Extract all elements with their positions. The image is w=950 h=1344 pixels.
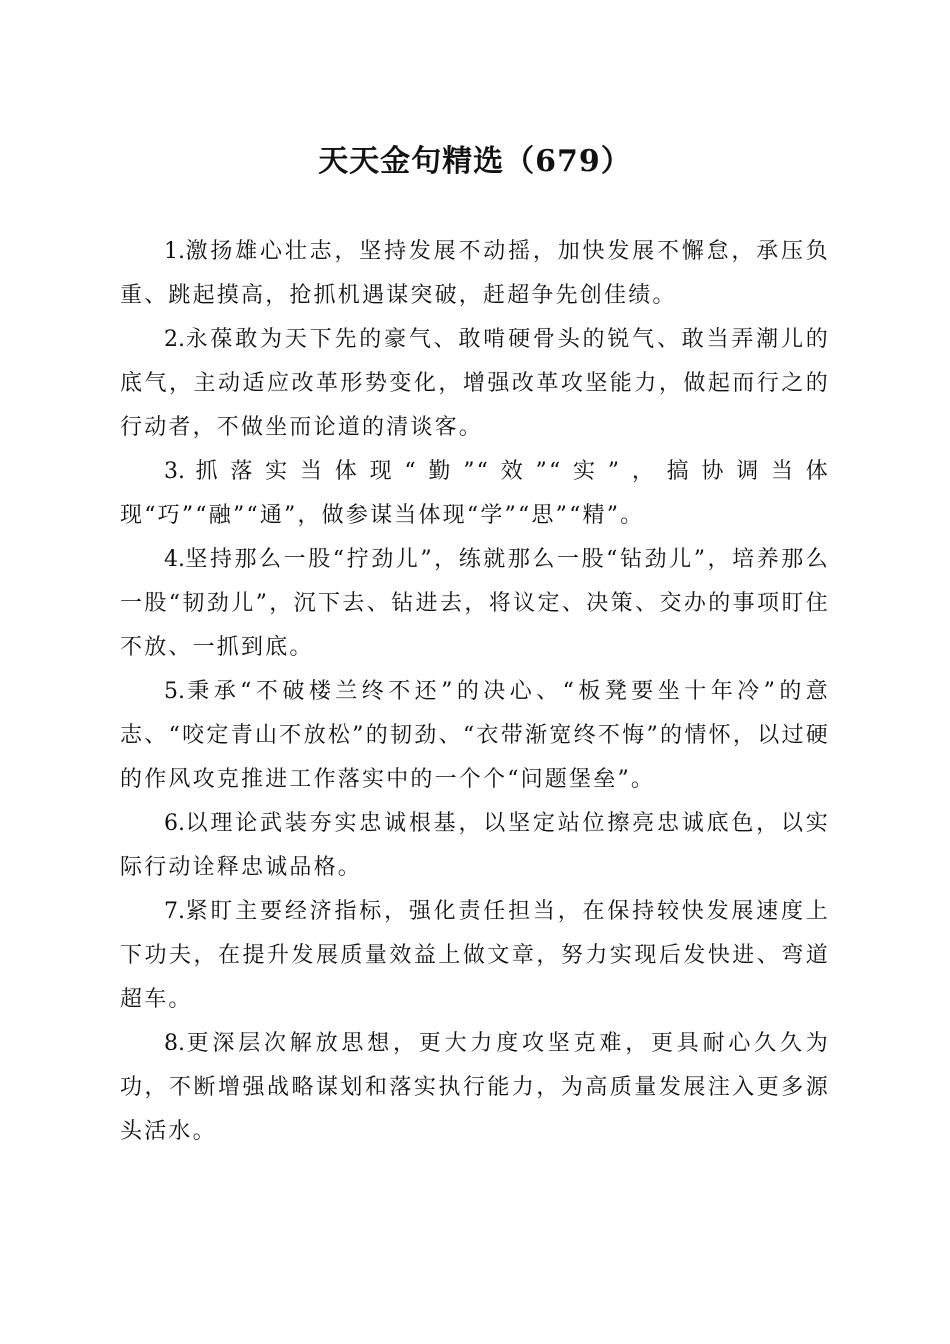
page-title: 天天金句精选（679） (318, 144, 632, 179)
item-number: 5. (164, 679, 185, 704)
item-number: 8. (164, 1031, 185, 1056)
list-item (120, 450, 830, 538)
item-number: 3. (164, 459, 185, 484)
item-number: 7. (164, 899, 185, 924)
item-number: 4. (164, 547, 185, 572)
list-item (120, 230, 830, 318)
item-text: 坚持那么一股“拧劲儿”，练就那么一股“钻劲儿”，培养那么一股“韧劲儿”，沉下去、钻进去，将议定、决策、交办的事项盯住不放、一抓到底。 (120, 547, 830, 660)
item-number: 6. (164, 811, 185, 836)
item-text: 抓落实当体现“勤”“效”“实”，搞协调当体现“巧”“融”“通”，做参谋当体现“学”“思”“精”。 (120, 459, 830, 528)
list-item (120, 538, 830, 670)
item-number: 2. (164, 327, 185, 352)
item-number: 1. (164, 239, 185, 264)
item-text: 永葆敢为天下先的豪气、敢啃硬骨头的锐气、敢当弄潮儿的底气，主动适应改革形势变化，增强改革攻坚能力，做起而行之的行动者，不做坐而论道的清谈客。 (120, 327, 830, 440)
document-body (120, 230, 830, 1154)
item-text: 更深层次解放思想，更大力度攻坚克难，更具耐心久久为功，不断增强战略谋划和落实执行能力，为高质量发展注入更多源头活水。 (120, 1031, 830, 1144)
list-item (120, 890, 830, 1022)
list-item (120, 802, 830, 890)
item-text: 秉承“不破楼兰终不还”的决心、“板凳要坐十年冷”的意志、“咬定青山不放松”的韧劲、“衣带渐宽终不悔”的情怀，以过硬的作风攻克推进工作落实中的一个个“问题堡垒”。 (120, 679, 830, 792)
list-item (120, 1022, 830, 1154)
list-item (120, 670, 830, 802)
list-item (120, 318, 830, 450)
item-text: 激扬雄心壮志，坚持发展不动摇，加快发展不懈怠，承压负重、跳起摸高，抢抓机遇谋突破，赶超争先创佳绩。 (120, 239, 830, 308)
item-text: 以理论武装夯实忠诚根基，以坚定站位擦亮忠诚底色，以实际行动诠释忠诚品格。 (120, 811, 830, 880)
item-text: 紧盯主要经济指标，强化责任担当，在保持较快发展速度上下功夫，在提升发展质量效益上做文章，努力实现后发快进、弯道超车。 (120, 899, 830, 1012)
